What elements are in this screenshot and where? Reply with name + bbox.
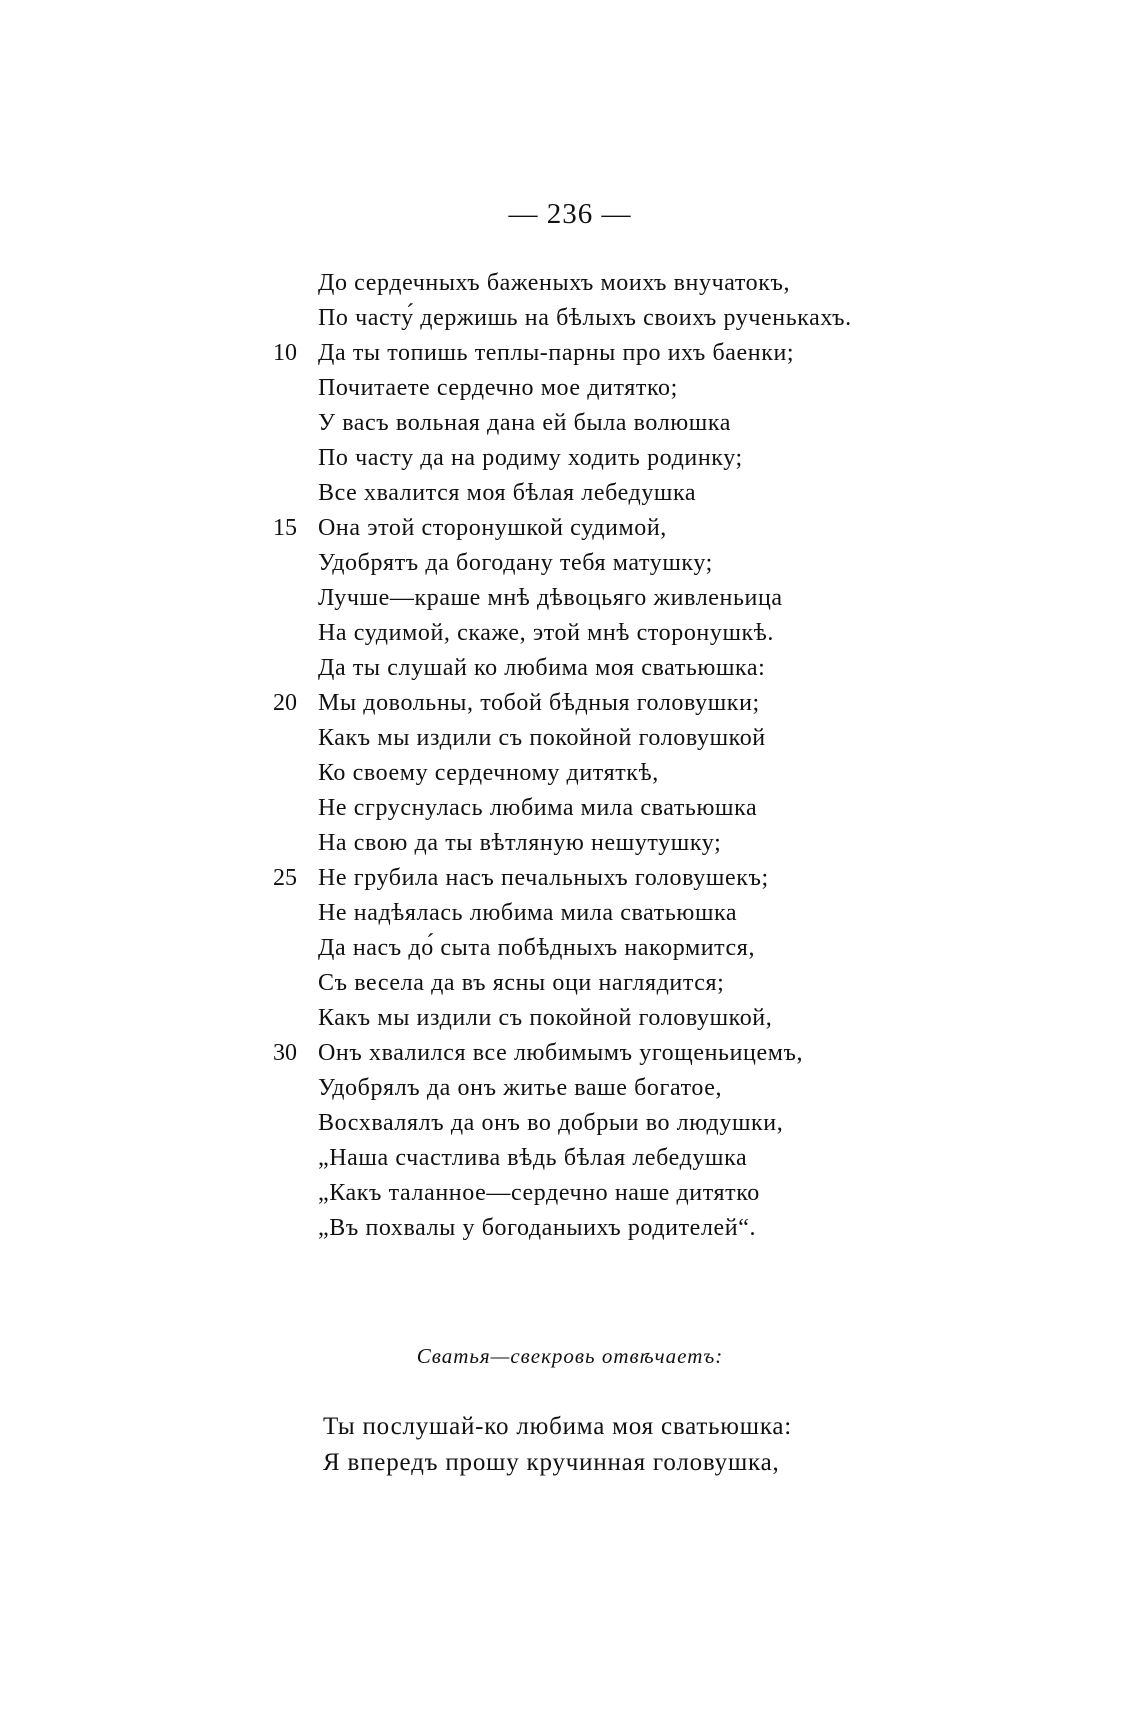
line-number: 30	[273, 1040, 297, 1066]
poem-line: Мы довольны, тобой бѣдныя головушки;	[318, 690, 760, 716]
poem-line: Да ты топишь теплы-парны про ихъ баенки;	[318, 340, 795, 366]
poem-line: Почитаете сердечно мое дитятко;	[318, 375, 678, 401]
poem-line: Онъ хвалился все любимымъ угощеньицемъ,	[318, 1040, 804, 1066]
verse-line: Ты послушай-ко любима моя сватьюшка:	[323, 1413, 793, 1440]
poem-line: „Наша счастлива вѣдь бѣлая лебедушка	[318, 1145, 748, 1171]
verse-line: Я впередъ прошу кручинная головушка,	[323, 1449, 780, 1476]
line-number: 15	[273, 515, 297, 541]
poem-line: Да ты слушай ко любима моя сватьюшка:	[318, 655, 766, 681]
poem-line: На свою да ты вѣтляную нешутушку;	[318, 830, 722, 856]
poem-line: До сердечныхъ баженыхъ моихъ внучатокъ,	[318, 270, 791, 296]
poem-line: Съ весела да въ ясны оци наглядится;	[318, 970, 725, 996]
poem-line: Какъ мы издили съ покойной головушкой,	[318, 1005, 773, 1031]
poem-line: Не надѣялась любима мила сватьюшка	[318, 900, 738, 926]
poem-line: По часту да на родиму ходить родинку;	[318, 445, 743, 471]
poem-line: На судимой, скаже, этой мнѣ сторонушкѣ.	[318, 620, 775, 646]
line-number: 25	[273, 865, 297, 891]
line-number: 10	[273, 340, 297, 366]
poem-line: Она этой сторонушкой судимой,	[318, 515, 667, 541]
poem-line: Удобрятъ да богодану тебя матушку;	[318, 550, 713, 576]
poem-line: Восхвалялъ да онъ во добрыи во людушки,	[318, 1110, 784, 1136]
poem-line: Удобрялъ да онъ житье ваше богатое,	[318, 1075, 723, 1101]
poem-line: Не грубила насъ печальныхъ головушекъ;	[318, 865, 769, 891]
poem-line: У васъ вольная дана ей была волюшка	[318, 410, 732, 436]
page-number: — 236 —	[508, 198, 632, 230]
line-number: 20	[273, 690, 297, 716]
poem-line: Все хвалится моя бѣлая лебедушка	[318, 480, 697, 506]
poem-line: „Какъ таланное—сердечно наше дитятко	[318, 1180, 760, 1206]
poem-line: Да насъ до́ сыта побѣдныхъ накормится,	[318, 935, 756, 961]
poem-line: Ко своему сердечному дитяткѣ,	[318, 760, 659, 786]
section-heading: Сватья—свекровь отвѣчаетъ:	[416, 1344, 724, 1368]
poem-line: По часту́ держишь на бѣлыхъ своихъ рученькахъ.	[318, 305, 852, 331]
poem-line: „Въ похвалы у богоданыихъ родителей“.	[318, 1215, 757, 1241]
poem-line: Не сгруснулась любима мила сватьюшка	[318, 795, 758, 821]
poem-line: Лучше—краше мнѣ дѣвоцьяго живленьица	[318, 585, 783, 611]
poem-line: Какъ мы издили съ покойной головушкой	[318, 725, 766, 751]
